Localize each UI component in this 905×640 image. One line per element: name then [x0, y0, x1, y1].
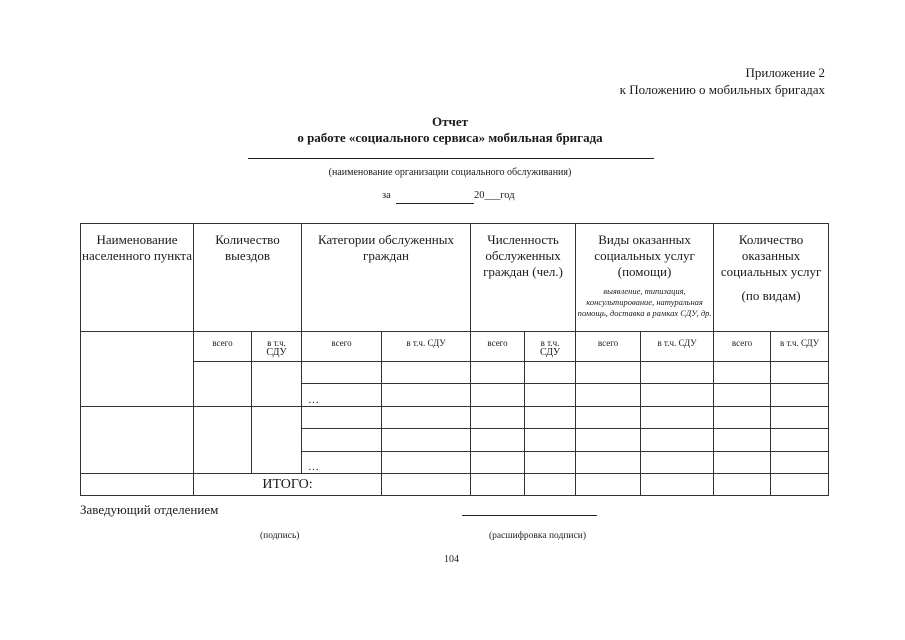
cell: [252, 407, 302, 474]
cell: [576, 452, 641, 474]
cell: [641, 384, 714, 407]
cell: [576, 407, 641, 429]
cell: [771, 384, 829, 407]
ellipsis-cell: …: [302, 452, 382, 474]
cell: [714, 452, 771, 474]
cell: [714, 474, 771, 496]
cell: [194, 362, 252, 407]
sub-categories-total: всего: [302, 332, 382, 362]
total-label: ИТОГО:: [194, 474, 382, 496]
cell: [714, 407, 771, 429]
cell: [641, 452, 714, 474]
ellipsis-cell: …: [302, 384, 382, 407]
cell: [576, 362, 641, 384]
cell: [471, 362, 525, 384]
sub-count-total: всего: [471, 332, 525, 362]
locality-cell-1: [81, 332, 194, 407]
period-year: 20___год: [474, 190, 515, 201]
cell: [471, 429, 525, 452]
sub-count-sdu-line2: СДУ: [539, 347, 561, 358]
table-subheader-row: [81, 332, 829, 362]
sub-qty-sdu: в т.ч. СДУ: [771, 332, 829, 362]
cell: [302, 362, 382, 384]
cell: [641, 407, 714, 429]
cell: [771, 429, 829, 452]
cell: [714, 429, 771, 452]
manager-label: Заведующий отделением: [80, 502, 219, 517]
cell: [382, 384, 471, 407]
total-blank: [81, 474, 194, 496]
cell: [525, 407, 576, 429]
report-table: [80, 223, 829, 496]
table-row: [81, 407, 829, 429]
cell: [471, 474, 525, 496]
cell: [471, 384, 525, 407]
cell: [576, 384, 641, 407]
cell: [194, 407, 252, 474]
table-total-row: [81, 474, 829, 496]
period-line: [396, 203, 474, 204]
header-services: [576, 224, 714, 332]
cell: [771, 362, 829, 384]
signature-line: [462, 515, 597, 516]
period-prefix: за: [382, 190, 391, 201]
sub-services-sdu: в т.ч. СДУ: [641, 332, 714, 362]
cell: [576, 474, 641, 496]
cell: [382, 474, 471, 496]
report-subtitle: о работе «социального сервиса» мобильная бригада: [297, 130, 603, 145]
appendix-line1: Приложение 2: [745, 65, 825, 80]
cell: [771, 452, 829, 474]
header-services-note: выявление, типизация, консультирование, натуральная помощь, доставка в рамках СДУ, др.: [577, 286, 712, 318]
header-categories: Категории обслуженных граждан: [302, 224, 471, 332]
header-locality: Наименование населенного пункта: [81, 224, 194, 332]
cell: [471, 407, 525, 429]
table-header-row: [81, 224, 829, 332]
decode-caption: (расшифровка подписи): [489, 531, 586, 541]
cell: [771, 407, 829, 429]
header-qty-label: Количество оказанных социальных услуг: [720, 232, 822, 279]
sub-count-sdu-line1: в т.ч.: [540, 338, 560, 348]
cell: [641, 474, 714, 496]
cell: [525, 384, 576, 407]
locality-cell-2: [81, 407, 194, 474]
cell: [382, 362, 471, 384]
cell: [641, 429, 714, 452]
sub-qty-total: всего: [714, 332, 771, 362]
cell: [714, 362, 771, 384]
sub-trips-total: всего: [194, 332, 252, 362]
org-name-line: [248, 158, 654, 159]
sub-trips-sdu-line1: в т.ч.: [267, 338, 286, 348]
signature-caption: (подпись): [260, 531, 300, 541]
sub-count-sdu: [525, 332, 576, 362]
page-number: 104: [444, 554, 459, 565]
appendix-line2: к Положению о мобильных бригадах: [619, 82, 825, 97]
header-services-label: Виды оказанных социальных услуг (помощи): [594, 232, 695, 279]
cell: [302, 429, 382, 452]
table-row: [81, 362, 829, 384]
cell: [525, 452, 576, 474]
cell: [525, 362, 576, 384]
cell: [302, 407, 382, 429]
org-caption: (наименование организации социального обслуживания): [328, 167, 572, 178]
cell: [714, 384, 771, 407]
cell: [525, 429, 576, 452]
report-title: Отчет: [432, 114, 468, 129]
cell: [252, 362, 302, 407]
cell: [382, 407, 471, 429]
cell: [525, 474, 576, 496]
header-count: Численность обслуженных граждан (чел.): [471, 224, 576, 332]
sub-categories-sdu: в т.ч. СДУ: [382, 332, 471, 362]
header-qty: [714, 224, 829, 332]
cell: [471, 452, 525, 474]
sub-services-total: всего: [576, 332, 641, 362]
header-trips: Количество выездов: [194, 224, 302, 332]
sub-trips-sdu-line2: СДУ: [266, 347, 287, 358]
header-qty-sub: (по видам): [741, 288, 801, 303]
cell: [382, 452, 471, 474]
cell: [641, 362, 714, 384]
cell: [771, 474, 829, 496]
cell: [576, 429, 641, 452]
cell: [382, 429, 471, 452]
sub-trips-sdu: [252, 332, 302, 362]
